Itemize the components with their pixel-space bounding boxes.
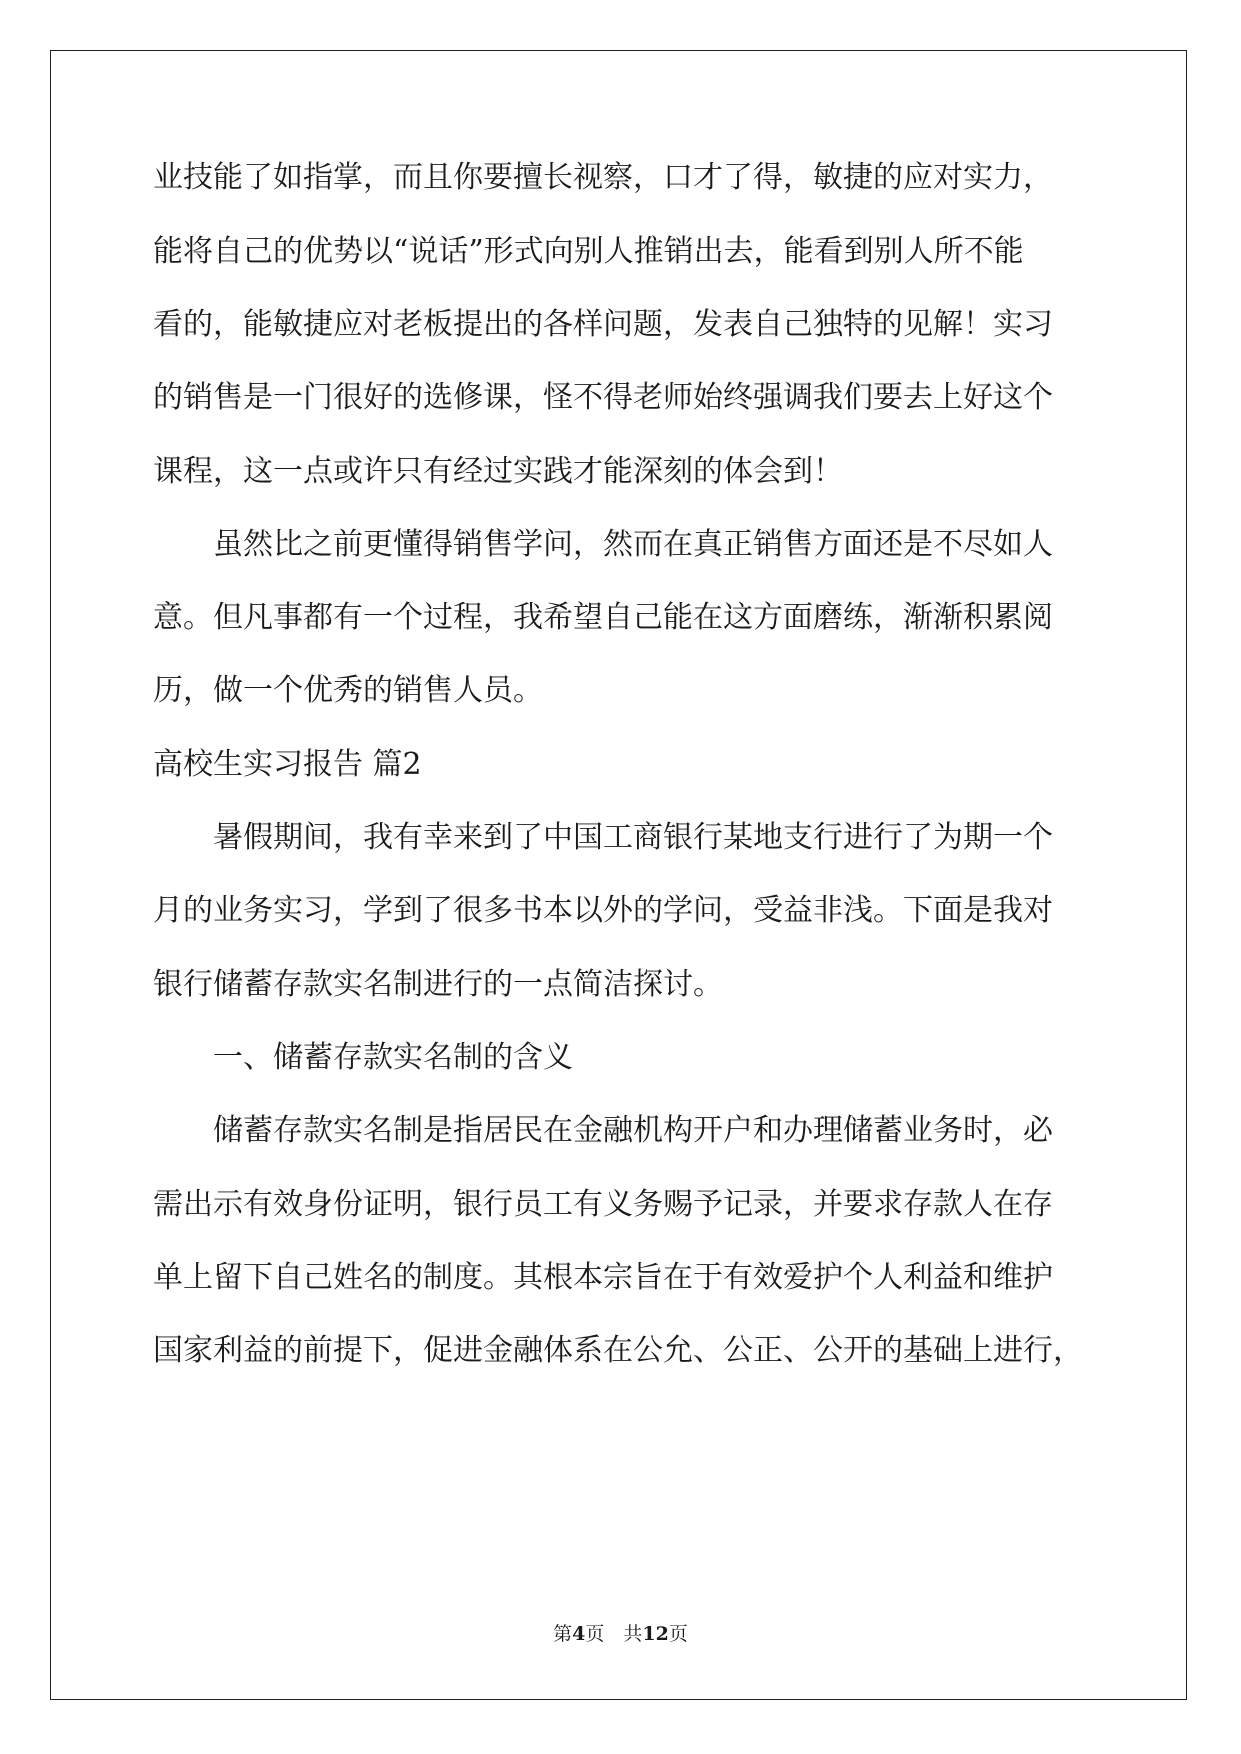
footer-prefix: 第 xyxy=(553,1623,573,1645)
text-line: 暑假期间，我有幸来到了中国工商银行某地支行进行了为期一个 xyxy=(153,820,1053,855)
text-line: 的销售是一门很好的选修课，怪不得老师始终强调我们要去上好这个 xyxy=(153,380,1053,415)
text-line: 国家利益的前提下，促进金融体系在公允、公正、公开的基础上进行， xyxy=(153,1333,1083,1368)
text-line: 业技能了如指掌，而且你要擅长视察，口才了得，敏捷的应对实力， xyxy=(153,160,1053,195)
text-line: 意。但凡事都有一个过程，我希望自己能在这方面磨练，渐渐积累阅 xyxy=(153,600,1053,635)
text-line: 课程，这一点或许只有经过实践才能深刻的体会到！ xyxy=(153,454,843,489)
current-page-number: 4 xyxy=(572,1623,586,1645)
text-line: 储蓄存款实名制是指居民在金融机构开户和办理储蓄业务时，必 xyxy=(153,1113,1053,1148)
total-pages-number: 12 xyxy=(642,1623,669,1645)
text-line: 一、储蓄存款实名制的含义 xyxy=(153,1040,573,1075)
page-border xyxy=(50,50,1187,1700)
section-heading: 高校生实习报告 篇2 xyxy=(153,747,422,782)
text-line: 能将自己的优势以“说话”形式向别人推销出去，能看到别人所不能 xyxy=(153,234,1024,269)
text-line: 历，做一个优秀的销售人员。 xyxy=(153,673,543,708)
text-line: 单上留下自己姓名的制度。其根本宗旨在于有效爱护个人利益和维护 xyxy=(153,1260,1053,1295)
text-line: 虽然比之前更懂得销售学问，然而在真正销售方面还是不尽如人 xyxy=(153,527,1053,562)
footer-suffix: 页 xyxy=(668,1623,688,1645)
text-line: 月的业务实习，学到了很多书本以外的学问，受益非浅。下面是我对 xyxy=(153,893,1053,928)
page-footer xyxy=(0,1619,1241,1646)
text-line: 银行储蓄存款实名制进行的一点简洁探讨。 xyxy=(153,967,723,1002)
footer-mid: 页 共 xyxy=(585,1623,643,1645)
text-line: 需出示有效身份证明，银行员工有义务赐予记录，并要求存款人在存 xyxy=(153,1187,1053,1222)
text-line: 看的，能敏捷应对老板提出的各样问题，发表自己独特的见解！实习 xyxy=(153,307,1053,342)
